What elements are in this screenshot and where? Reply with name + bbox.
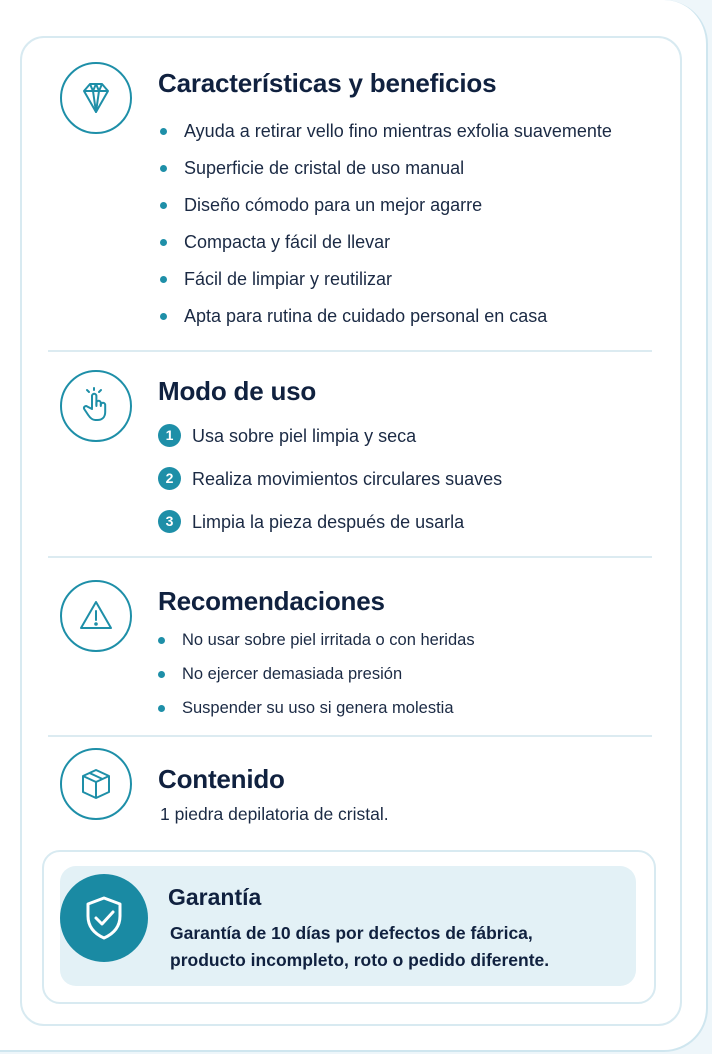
step-number: 1	[158, 424, 181, 447]
product-info-card	[20, 36, 682, 1026]
guarantee-panel	[60, 866, 636, 986]
list-item: Superficie de cristal de uso manual	[158, 149, 612, 186]
shield-check-icon	[60, 874, 148, 962]
divider	[48, 556, 652, 558]
list-item: No ejercer demasiada presión	[156, 657, 475, 691]
list-item: Compacta y fácil de llevar	[158, 223, 612, 260]
list-item: Suspender su uso si genera molestia	[156, 691, 475, 725]
step-number: 2	[158, 467, 181, 490]
guarantee-text	[170, 920, 549, 974]
usage-steps	[158, 424, 502, 553]
contents-title: Contenido	[158, 764, 285, 794]
step-text: Limpia la pieza después de usarla	[192, 512, 465, 532]
warning-icon	[60, 580, 132, 652]
recommendations-list	[156, 623, 475, 725]
list-item: Ayuda a retirar vello fino mientras exfolia suavemente	[158, 112, 612, 149]
diamond-icon	[60, 62, 132, 134]
guarantee-title: Garantía	[168, 884, 262, 910]
guarantee-box	[42, 850, 656, 1004]
step-text: Realiza movimientos circulares suaves	[192, 469, 503, 489]
guarantee-line: producto incompleto, roto o pedido diferente.	[170, 950, 550, 970]
list-item	[158, 467, 502, 510]
hand-pointer-icon	[60, 370, 132, 442]
guarantee-line: Garantía de 10 días por defectos de fábrica,	[170, 923, 533, 943]
list-item: Fácil de limpiar y reutilizar	[158, 260, 612, 297]
features-title: Características y beneficios	[158, 68, 497, 98]
contents-text: 1 piedra depilatoria de cristal.	[160, 804, 389, 824]
step-number: 3	[158, 510, 181, 533]
features-list	[158, 112, 612, 334]
box-icon	[60, 748, 132, 820]
step-text: Usa sobre piel limpia y seca	[192, 426, 417, 446]
list-item	[158, 424, 502, 467]
divider	[48, 350, 652, 352]
list-item	[158, 510, 502, 553]
usage-title: Modo de uso	[158, 376, 317, 406]
list-item: Apta para rutina de cuidado personal en casa	[158, 297, 612, 334]
list-item: No usar sobre piel irritada o con heridas	[156, 623, 475, 657]
recommendations-title: Recomendaciones	[158, 586, 385, 616]
list-item: Diseño cómodo para un mejor agarre	[158, 186, 612, 223]
divider	[48, 735, 652, 737]
